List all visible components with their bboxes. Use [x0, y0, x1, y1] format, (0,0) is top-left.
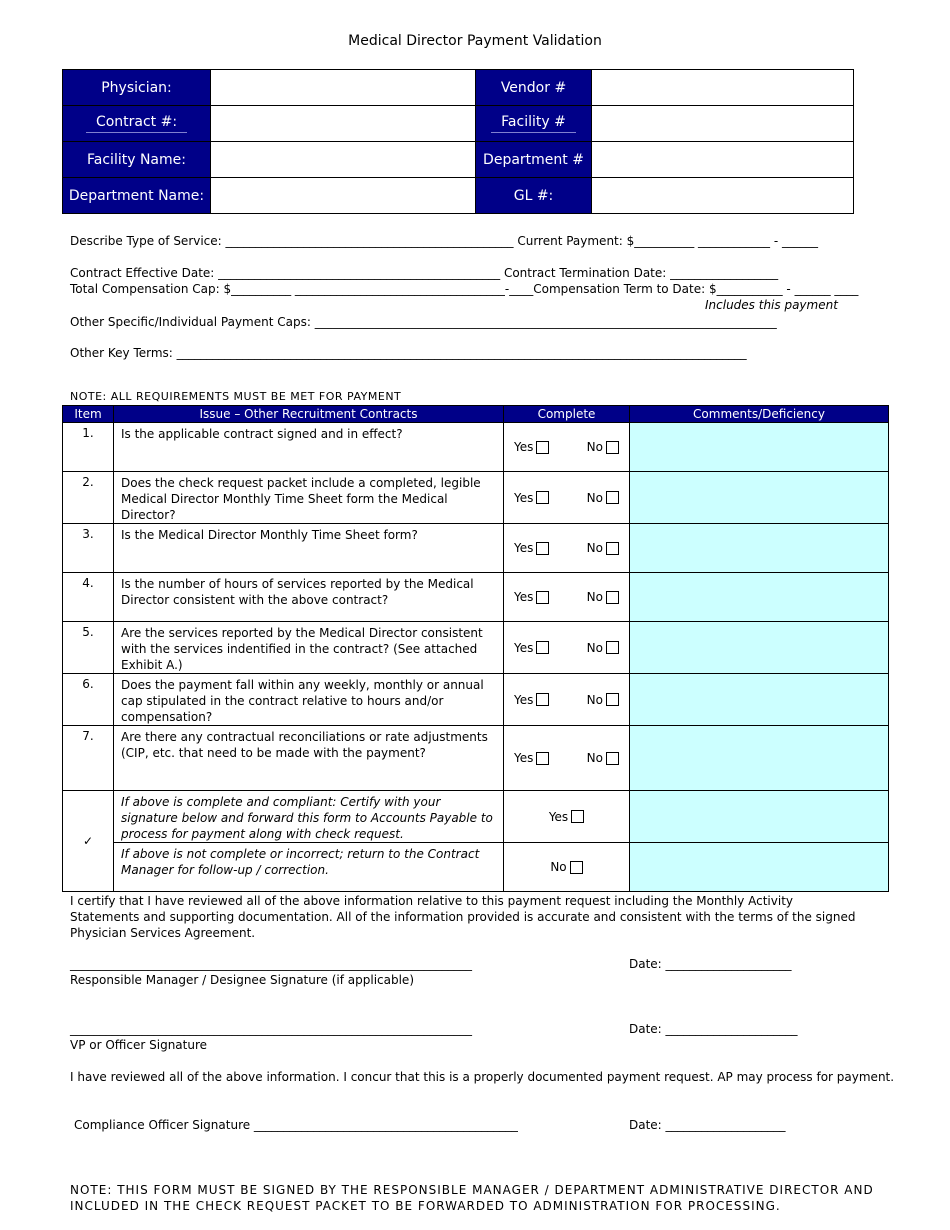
no-label: No — [586, 640, 603, 655]
physician-label: Physician: — [63, 70, 211, 106]
complete-cell — [504, 726, 630, 791]
yes-checkbox[interactable] — [536, 752, 549, 765]
department-number-label: Department # — [476, 142, 592, 178]
describe-service-line[interactable]: Describe Type of Service: ________________________________________________ Current Payment: $__________ ____________ - ______ — [70, 234, 819, 248]
no-checkbox[interactable] — [606, 542, 619, 555]
department-number-field[interactable] — [592, 142, 854, 178]
row-number: 2. — [63, 472, 114, 524]
row-question: Does the check request packet include a completed, legible Medical Director Monthly Time Sheet form the Medical Director? — [114, 472, 504, 524]
item-header: Item — [63, 406, 114, 423]
no-label: No — [586, 490, 603, 505]
table-row — [63, 423, 889, 472]
checkmark-icon: ✓ — [63, 791, 114, 892]
yes-label: Yes — [514, 692, 534, 707]
yes-checkbox[interactable] — [571, 810, 584, 823]
yes-checkbox[interactable] — [536, 693, 549, 706]
yes-option[interactable] — [514, 491, 549, 505]
row-question: Is the Medical Director Monthly Time Sheet form? — [114, 524, 504, 573]
complete-cell — [504, 791, 630, 843]
vendor-field[interactable] — [592, 70, 854, 106]
certify-no-option[interactable] — [550, 860, 582, 874]
comments-cell[interactable] — [630, 674, 889, 726]
no-option[interactable] — [587, 641, 619, 655]
row-question: Are there any contractual reconciliations or rate adjustments (CIP, etc. that need to be made with the payment? — [114, 726, 504, 791]
table-row — [63, 524, 889, 573]
row-number: 3. — [63, 524, 114, 573]
comments-header: Comments/Deficiency — [630, 406, 889, 423]
no-option[interactable] — [587, 491, 619, 505]
comments-cell[interactable] — [630, 472, 889, 524]
includes-payment-note: Includes this payment — [705, 298, 838, 312]
yes-checkbox[interactable] — [536, 591, 549, 604]
yes-checkbox[interactable] — [536, 641, 549, 654]
facility-number-field[interactable] — [592, 106, 854, 142]
comments-cell[interactable] — [630, 726, 889, 791]
no-label: No — [550, 860, 567, 874]
yes-option[interactable] — [514, 440, 549, 454]
department-name-field[interactable] — [211, 178, 476, 214]
complete-cell — [504, 843, 630, 892]
comments-cell[interactable] — [630, 843, 889, 892]
no-checkbox[interactable] — [606, 491, 619, 504]
facility-name-field[interactable] — [211, 142, 476, 178]
no-checkbox[interactable] — [606, 441, 619, 454]
requirements-note: NOTE: ALL REQUIREMENTS MUST BE MET FOR PAYMENT — [70, 390, 402, 403]
yes-label: Yes — [514, 440, 534, 454]
no-option[interactable] — [587, 541, 619, 555]
yes-label: Yes — [514, 541, 534, 555]
vendor-label: Vendor # — [476, 70, 592, 106]
table-row — [63, 726, 889, 791]
table-row — [63, 573, 889, 622]
no-checkbox[interactable] — [606, 641, 619, 654]
no-option[interactable] — [587, 590, 619, 604]
row-number: 4. — [63, 573, 114, 622]
yes-option[interactable] — [514, 590, 549, 604]
yes-option[interactable] — [514, 641, 549, 655]
compliance-date-line[interactable]: Date: ____________________ — [629, 1118, 786, 1132]
certify-incomplete-row — [63, 843, 889, 892]
row-number: 1. — [63, 423, 114, 472]
concur-statement: I have reviewed all of the above information. I concur that this is a properly documented payment request. AP may process for payment. — [70, 1070, 895, 1084]
manager-signature-line[interactable]: ___________________________________________________________________ — [70, 957, 472, 971]
no-option[interactable] — [587, 751, 619, 765]
comments-cell[interactable] — [630, 573, 889, 622]
table-row — [63, 472, 889, 524]
comments-cell[interactable] — [630, 423, 889, 472]
effective-date-line[interactable]: Contract Effective Date: _______________________________________________ Contract Termination Date: __________________ — [70, 266, 779, 280]
yes-label: Yes — [514, 751, 534, 765]
row-number: 6. — [63, 674, 114, 726]
yes-label: Yes — [514, 590, 534, 604]
yes-option[interactable] — [514, 541, 549, 555]
certify-yes-option[interactable] — [549, 810, 584, 824]
no-label: No — [586, 541, 603, 555]
certify-complete-row — [63, 791, 889, 843]
comments-cell[interactable] — [630, 524, 889, 573]
row-question: Is the applicable contract signed and in effect? — [114, 423, 504, 472]
comments-cell[interactable] — [630, 622, 889, 674]
no-option[interactable] — [587, 440, 619, 454]
yes-option[interactable] — [514, 751, 549, 765]
no-checkbox[interactable] — [606, 591, 619, 604]
compensation-cap-line[interactable]: Total Compensation Cap: $__________ ___________________________________-____Compensation Term to Date: $___________ - ______ ____ — [70, 282, 859, 296]
issue-header: Issue – Other Recruitment Contracts — [114, 406, 504, 423]
row-question: Is the number of hours of services reported by the Medical Director consistent with the above contract? — [114, 573, 504, 622]
yes-label: Yes — [514, 640, 534, 655]
complete-cell — [504, 674, 630, 726]
contract-number-label-cell — [63, 106, 211, 142]
facility-number-label-cell — [476, 106, 592, 142]
key-terms-line[interactable]: Other Key Terms: _______________________________________________________________________________________________ — [70, 346, 747, 360]
department-name-label: Department Name: — [63, 178, 211, 214]
no-label: No — [586, 590, 603, 604]
yes-checkbox[interactable] — [536, 441, 549, 454]
complete-header: Complete — [504, 406, 630, 423]
vp-signature-line[interactable]: ___________________________________________________________________ — [70, 1022, 472, 1036]
certify-incomplete-text: If above is not complete or incorrect; return to the Contract Manager for follow-up / correction. — [114, 843, 504, 892]
certify-complete-text: If above is complete and compliant: Certify with your signature below and forward this form to Accounts Payable to process for payment along with check request. — [114, 791, 504, 843]
page-title: Medical Director Payment Validation — [348, 33, 602, 49]
no-label: No — [586, 440, 603, 454]
contract-number-label: Contract #: — [86, 114, 187, 133]
table-row — [63, 622, 889, 674]
checklist-table — [62, 405, 889, 892]
yes-label: Yes — [514, 490, 534, 505]
yes-checkbox[interactable] — [536, 542, 549, 555]
no-option[interactable] — [587, 693, 619, 707]
compliance-signature-line[interactable]: Compliance Officer Signature ____________________________________________ — [74, 1118, 518, 1132]
yes-option[interactable] — [514, 693, 549, 707]
complete-cell — [504, 423, 630, 472]
header-info-table — [62, 69, 854, 214]
no-checkbox[interactable] — [606, 752, 619, 765]
manager-signature-label: Responsible Manager / Designee Signature (if applicable) — [70, 973, 414, 987]
footer-note: NOTE: THIS FORM MUST BE SIGNED BY THE RESPONSIBLE MANAGER / DEPARTMENT ADMINISTRATIVE DIRECTOR AND INCLUDED IN THE CHECK REQUEST PACKET TO BE FORWARDED TO ADMINISTRATION FOR PROCESSING. — [70, 1183, 874, 1213]
no-label: No — [586, 692, 603, 707]
physician-field[interactable] — [211, 70, 476, 106]
complete-cell — [504, 524, 630, 573]
vp-date-line[interactable]: Date: ______________________ — [629, 1022, 798, 1036]
complete-cell — [504, 472, 630, 524]
yes-label: Yes — [548, 809, 569, 824]
facility-number-label: Facility # — [491, 114, 576, 133]
gl-label: GL #: — [476, 178, 592, 214]
no-label: No — [586, 751, 603, 765]
certification-statement: I certify that I have reviewed all of the above information relative to this payment request including the Monthly Activity Statements and supporting documentation. All of the information provided is accurate and consistent with the terms of the signed Physician Services Agreement. — [70, 894, 856, 940]
row-number: 7. — [63, 726, 114, 791]
vp-signature-label: VP or Officer Signature — [70, 1038, 208, 1052]
comments-cell[interactable] — [630, 791, 889, 843]
contract-number-field[interactable] — [211, 106, 476, 142]
row-question: Are the services reported by the Medical Director consistent with the services indentified in the contract? (See attached Exhibit A.) — [114, 622, 504, 674]
no-checkbox[interactable] — [570, 861, 583, 874]
facility-name-label: Facility Name: — [63, 142, 211, 178]
manager-date-line[interactable]: Date: _____________________ — [629, 957, 792, 971]
complete-cell — [504, 573, 630, 622]
table-row — [63, 674, 889, 726]
row-number: 5. — [63, 622, 114, 674]
yes-checkbox[interactable] — [536, 491, 549, 504]
complete-cell — [504, 622, 630, 674]
no-checkbox[interactable] — [606, 693, 619, 706]
row-question: Does the payment fall within any weekly, monthly or annual cap stipulated in the contract relative to hours and/or compensation? — [114, 674, 504, 726]
gl-field[interactable] — [592, 178, 854, 214]
payment-caps-line[interactable]: Other Specific/Individual Payment Caps: _____________________________________________________________________________ — [70, 315, 777, 329]
